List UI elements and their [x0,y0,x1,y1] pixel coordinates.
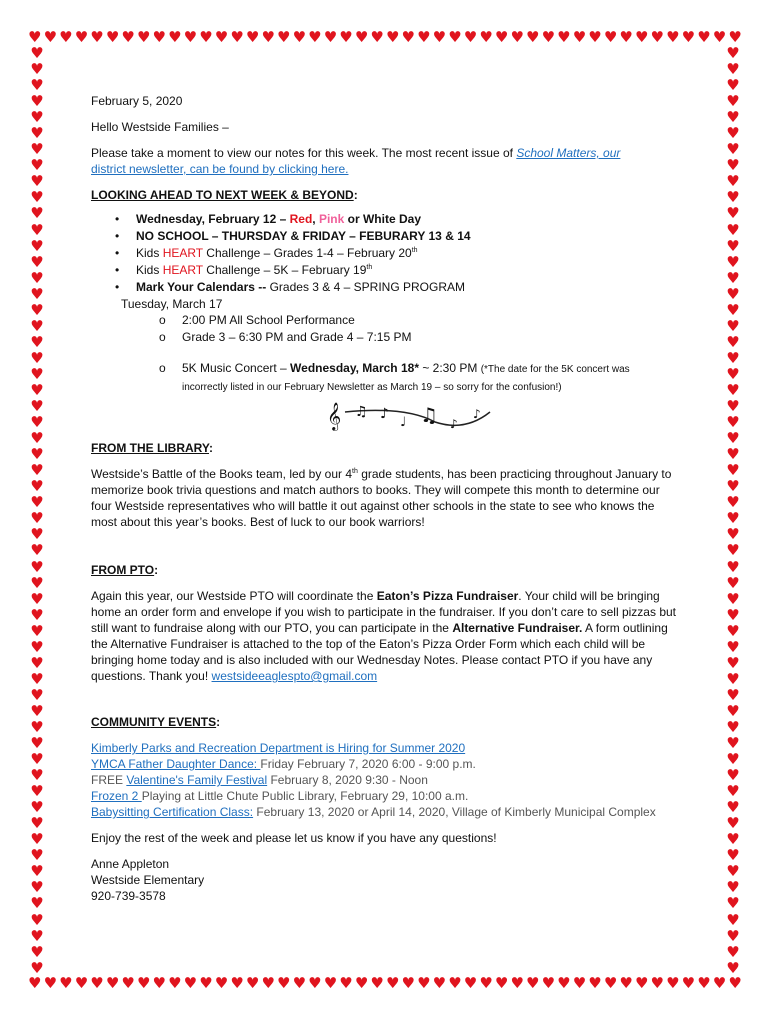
music-notes-icon [325,398,495,432]
heart-icon: ♥ [479,974,493,992]
heart-icon: ♥ [726,942,740,961]
heart-icon: ♥ [726,766,740,785]
heart-icon: ♥ [619,28,633,46]
looking-ahead-list [91,211,681,296]
heart-icon: ♥ [681,28,696,46]
list-item: o Grade 3 – 6:30 PM and Grade 4 – 7:15 PM [159,330,412,344]
list-item: o 2:00 PM All School Performance [159,313,355,327]
heart-icon: ♥ [681,974,696,992]
heart-border-right [724,46,742,976]
heart-icon: ♥ [726,958,740,977]
heart-icon: ♥ [726,108,740,127]
heart-icon: ♥ [30,204,44,223]
heart-icon: ♥ [726,44,740,62]
heart-icon: ♥ [30,573,44,592]
heart-icon: ♥ [121,974,135,992]
heart-icon: ♥ [183,974,198,992]
heart-icon: ♥ [726,557,740,576]
heart-icon: ♥ [339,974,353,992]
heart-icon: ♥ [650,28,664,46]
list-item: YMCA Father Daughter Dance: Friday February 7, 2020 6:00 - 9:00 p.m. [91,757,476,771]
heart-icon: ♥ [728,28,742,46]
svg-text:♪: ♪ [473,407,481,421]
heart-icon: ♥ [726,477,740,496]
heart-icon: ♥ [541,974,556,992]
heart-icon: ♥ [43,974,58,992]
heart-icon: ♥ [726,60,740,79]
heart-icon: ♥ [510,974,524,992]
heart-icon: ♥ [30,172,44,191]
heart-icon: ♥ [261,974,275,992]
heart-icon: ♥ [726,92,740,111]
heart-icon: ♥ [712,974,727,992]
heart-icon: ♥ [726,204,740,223]
heart-icon: ♥ [245,974,260,992]
heart-icon: ♥ [30,814,44,833]
heart-icon: ♥ [261,28,275,46]
heart-icon: ♥ [712,28,727,46]
heart-icon: ♥ [30,156,44,175]
newsletter-body [91,93,681,904]
heart-icon: ♥ [30,300,44,319]
heart-icon: ♥ [30,717,44,736]
heart-icon: ♥ [726,284,740,303]
heart-icon: ♥ [726,140,740,159]
intro-text: Please take a moment to view our notes for this week. The most recent issue of [91,146,517,160]
heart-icon: ♥ [30,910,44,929]
heart-icon: ♥ [666,974,680,992]
heart-icon: ♥ [30,878,44,897]
heart-icon: ♥ [30,798,44,817]
heart-icon: ♥ [572,974,587,992]
heart-icon: ♥ [726,926,740,945]
pto-email-link[interactable]: westsideeaglespto@gmail.com [211,669,378,683]
heart-icon: ♥ [30,701,44,720]
heart-icon: ♥ [463,28,478,46]
letter-date: February 5, 2020 [91,94,183,108]
heart-icon: ♥ [59,974,73,992]
heart-icon: ♥ [183,28,198,46]
heart-icon: ♥ [432,974,447,992]
heart-icon: ♥ [697,28,711,46]
heart-icon: ♥ [726,878,740,897]
list-item: o 5K Music Concert – Wednesday, March 18* ~ 2:30 PM (*The date for the 5K concert was incorrectly listed in our February Newsletter as March 19 – so sorry for the confusion!) [159,361,630,393]
heart-icon: ♥ [726,605,740,624]
heart-icon: ♥ [588,974,602,992]
program-sublist [91,312,681,396]
babysitting-class-link[interactable]: Babysitting Certification Class: [91,805,254,819]
svg-text:♫: ♫ [355,404,368,420]
svg-text:♪: ♪ [450,417,458,431]
heart-icon: ♥ [726,445,740,464]
heart-icon: ♥ [277,28,291,46]
heart-icon: ♥ [292,28,307,46]
heart-icon: ♥ [105,974,120,992]
heart-icon: ♥ [726,413,740,432]
heart-icon: ♥ [726,220,740,239]
list-item: • Kids HEART Challenge – Grades 1-4 – February 20th [91,245,681,262]
heart-icon: ♥ [401,974,415,992]
heart-icon: ♥ [417,974,431,992]
pto-paragraph: Again this year, our Westside PTO will coordinate the Eaton’s Pizza Fundraiser. Your child will be bringing home an order form and envelope if you wish to participate in the fundraiser. If you don’t care to sell pizzas but still want to fundraise along with our PTO, you can participate in the Alternative Fundraiser. A form outlining the Alternative Fundraiser is attached to the top of the Eaton’s Pizza Order Form which each child will be bringing home today and is also included with our Wednesday Notes. Please contact PTO if you have any questions. Thank you! westsideeaglespto@gmail.com [91,589,676,683]
heart-icon: ♥ [30,926,44,945]
heart-icon: ♥ [30,348,44,367]
heart-icon: ♥ [463,974,478,992]
heart-icon: ♥ [136,28,151,46]
heart-border-bottom [28,976,742,994]
heart-icon: ♥ [30,92,44,111]
valentines-festival-link[interactable]: Valentine's Family Festival [126,773,268,787]
list-item: • NO SCHOOL – THURSDAY & FRIDAY – FEBURARY 13 & 14 [91,228,681,245]
heart-icon: ♥ [214,974,229,992]
heart-icon: ♥ [30,782,44,801]
heart-icon: ♥ [401,28,415,46]
heart-icon: ♥ [726,862,740,881]
ymca-dance-link[interactable]: YMCA Father Daughter Dance: [91,757,261,771]
heart-icon: ♥ [370,28,384,46]
heart-icon: ♥ [308,974,322,992]
heart-icon: ♥ [214,28,229,46]
kimberly-parks-link[interactable]: Kimberly Parks and Recreation Department is Hiring for Summer 2020 [91,741,466,755]
heart-icon: ♥ [448,28,462,46]
heart-icon: ♥ [726,541,740,560]
heart-icon: ♥ [726,493,740,512]
heart-icon: ♥ [30,477,44,496]
heart-icon: ♥ [385,28,400,46]
heart-icon: ♥ [697,974,711,992]
heart-icon: ♥ [603,28,618,46]
svg-text:♫: ♫ [420,403,438,427]
heart-icon: ♥ [30,734,44,753]
heart-icon: ♥ [43,28,58,46]
school-matters-link[interactable]: School Matters, our [516,146,621,160]
looking-ahead-heading: LOOKING AHEAD TO NEXT WEEK & BEYOND: [91,188,358,202]
heart-icon: ♥ [526,28,540,46]
heart-icon: ♥ [726,316,740,335]
heart-icon: ♥ [30,541,44,560]
heart-icon: ♥ [30,44,44,62]
heart-icon: ♥ [30,653,44,672]
heart-icon: ♥ [323,28,338,46]
heart-icon: ♥ [245,28,260,46]
heart-icon: ♥ [28,28,42,46]
heart-icon: ♥ [557,974,571,992]
heart-icon: ♥ [726,814,740,833]
intro-paragraph [91,145,681,177]
heart-icon: ♥ [557,28,571,46]
heart-icon: ♥ [30,76,44,95]
heart-icon: ♥ [726,573,740,592]
heart-icon: ♥ [30,669,44,688]
heart-icon: ♥ [199,974,213,992]
heart-icon: ♥ [30,605,44,624]
heart-icon: ♥ [479,28,493,46]
heart-icon: ♥ [152,974,166,992]
heart-icon: ♥ [30,236,44,255]
heart-icon: ♥ [30,846,44,865]
heart-icon: ♥ [726,380,740,399]
signature-name: Anne Appleton [91,857,170,871]
community-heading: COMMUNITY EVENTS: [91,715,221,729]
heart-icon: ♥ [230,28,244,46]
heart-icon: ♥ [726,188,740,207]
heart-icon: ♥ [30,397,44,416]
heart-icon: ♥ [30,637,44,656]
heart-icon: ♥ [30,316,44,335]
heart-icon: ♥ [726,846,740,865]
heart-icon: ♥ [30,268,44,287]
heart-icon: ♥ [30,429,44,448]
heart-icon: ♥ [121,28,135,46]
heart-icon: ♥ [726,830,740,849]
heart-icon: ♥ [541,28,556,46]
heart-icon: ♥ [726,750,740,769]
heart-icon: ♥ [30,557,44,576]
signature-phone: 920-739-3578 [91,889,166,903]
heart-icon: ♥ [726,782,740,801]
heart-icon: ♥ [726,894,740,913]
heart-icon: ♥ [726,685,740,704]
heart-icon: ♥ [726,236,740,255]
heart-icon: ♥ [90,974,104,992]
heart-icon: ♥ [726,76,740,95]
community-events [91,740,681,820]
heart-border-top [28,30,742,48]
heart-icon: ♥ [323,974,338,992]
heart-icon: ♥ [417,28,431,46]
heart-icon: ♥ [59,28,73,46]
heart-icon: ♥ [666,28,680,46]
list-item: • Mark Your Calendars -- Grades 3 & 4 – SPRING PROGRAM [91,279,681,296]
heart-icon: ♥ [354,974,369,992]
heart-icon: ♥ [30,621,44,640]
heart-icon: ♥ [650,974,664,992]
heart-icon: ♥ [726,621,740,640]
heart-icon: ♥ [634,28,649,46]
heart-icon: ♥ [30,894,44,913]
svg-text:♩: ♩ [400,415,407,430]
heart-icon: ♥ [726,268,740,287]
list-item: Frozen 2 Playing at Little Chute Public Library, February 29, 10:00 a.m. [91,789,469,803]
heart-icon: ♥ [494,974,509,992]
heart-icon: ♥ [510,28,524,46]
heart-icon: ♥ [385,974,400,992]
heart-icon: ♥ [432,28,447,46]
heart-icon: ♥ [74,974,89,992]
heart-icon: ♥ [726,734,740,753]
heart-icon: ♥ [370,974,384,992]
heart-icon: ♥ [30,525,44,544]
svg-text:𝄞: 𝄞 [327,402,342,430]
heart-icon: ♥ [30,220,44,239]
heart-icon: ♥ [726,172,740,191]
svg-text:♪: ♪ [380,406,389,422]
list-item: FREE Valentine's Family Festival February 8, 2020 9:30 - Noon [91,773,428,787]
heart-icon: ♥ [199,28,213,46]
heart-icon: ♥ [30,589,44,608]
heart-icon: ♥ [726,637,740,656]
heart-icon: ♥ [30,140,44,159]
heart-icon: ♥ [277,974,291,992]
heart-icon: ♥ [494,28,509,46]
heart-icon: ♥ [30,493,44,512]
heart-icon: ♥ [308,28,322,46]
heart-icon: ♥ [30,380,44,399]
heart-icon: ♥ [74,28,89,46]
library-heading: FROM THE LIBRARY: [91,441,213,455]
program-date: Tuesday, March 17 [121,297,223,311]
library-paragraph: Westside’s Battle of the Books team, led by our 4th grade students, has been practicing throughout January to memorize book trivia questions and match authors to books. They will compete this month to determine our four Westside representatives who will battle it out against other schools in the state to see who knows the most about this year’s books. Best of luck to our book warriors! [91,467,672,529]
heart-icon: ♥ [726,397,740,416]
heart-icon: ♥ [572,28,587,46]
heart-icon: ♥ [726,300,740,319]
signature-school: Westside Elementary [91,873,205,887]
heart-icon: ♥ [726,348,740,367]
heart-icon: ♥ [354,28,369,46]
greeting: Hello Westside Families – [91,120,229,134]
heart-icon: ♥ [726,124,740,143]
heart-icon: ♥ [726,429,740,448]
heart-icon: ♥ [90,28,104,46]
heart-icon: ♥ [168,974,182,992]
heart-icon: ♥ [30,124,44,143]
heart-icon: ♥ [726,525,740,544]
heart-icon: ♥ [726,156,740,175]
heart-icon: ♥ [726,364,740,383]
heart-icon: ♥ [30,685,44,704]
heart-icon: ♥ [28,974,42,992]
heart-icon: ♥ [339,28,353,46]
heart-icon: ♥ [726,910,740,929]
heart-icon: ♥ [230,974,244,992]
heart-icon: ♥ [30,958,44,977]
heart-icon: ♥ [728,974,742,992]
heart-icon: ♥ [726,589,740,608]
heart-border-left [28,46,46,976]
heart-icon: ♥ [105,28,120,46]
heart-icon: ♥ [30,830,44,849]
heart-icon: ♥ [30,942,44,961]
heart-icon: ♥ [30,445,44,464]
heart-icon: ♥ [30,862,44,881]
heart-icon: ♥ [30,108,44,127]
heart-icon: ♥ [168,28,182,46]
list-item [91,740,681,756]
heart-icon: ♥ [30,284,44,303]
heart-icon: ♥ [619,974,633,992]
frozen-2-link[interactable]: Frozen 2 [91,789,142,803]
list-item: Babysitting Certification Class: February 13, 2020 or April 14, 2020, Village of Kimberly Municipal Complex [91,805,656,819]
heart-icon: ♥ [30,461,44,480]
heart-icon: ♥ [726,798,740,817]
heart-icon: ♥ [292,974,307,992]
heart-icon: ♥ [448,974,462,992]
pto-heading: FROM PTO: [91,563,159,577]
heart-icon: ♥ [30,60,44,79]
heart-icon: ♥ [30,332,44,351]
heart-icon: ♥ [526,974,540,992]
district-newsletter-link[interactable]: district newsletter, can be found by clicking here. [91,162,349,176]
heart-icon: ♥ [726,332,740,351]
heart-icon: ♥ [30,252,44,271]
heart-icon: ♥ [30,509,44,528]
heart-icon: ♥ [152,28,166,46]
heart-icon: ♥ [136,974,151,992]
heart-icon: ♥ [726,461,740,480]
heart-icon: ♥ [30,364,44,383]
closing-line: Enjoy the rest of the week and please let us know if you have any questions! [91,831,497,845]
heart-icon: ♥ [726,653,740,672]
heart-icon: ♥ [726,701,740,720]
list-item: • Wednesday, February 12 – Red, Pink or White Day [91,211,681,228]
heart-icon: ♥ [726,669,740,688]
heart-icon: ♥ [30,766,44,785]
heart-icon: ♥ [30,750,44,769]
heart-icon: ♥ [726,717,740,736]
heart-icon: ♥ [726,509,740,528]
heart-icon: ♥ [30,413,44,432]
heart-icon: ♥ [30,188,44,207]
heart-icon: ♥ [603,974,618,992]
heart-icon: ♥ [726,252,740,271]
heart-icon: ♥ [634,974,649,992]
heart-icon: ♥ [588,28,602,46]
list-item: • Kids HEART Challenge – 5K – February 19th [91,262,681,279]
